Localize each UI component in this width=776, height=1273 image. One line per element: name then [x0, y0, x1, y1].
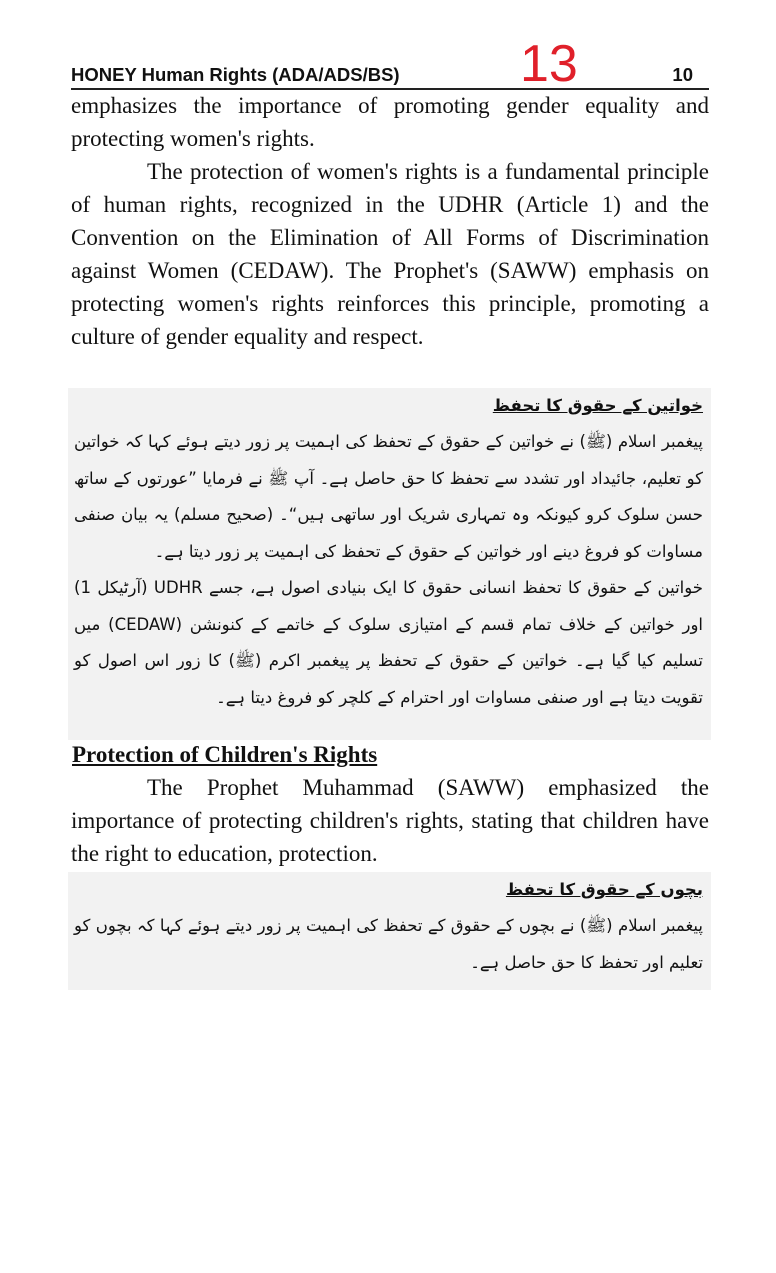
- paragraph-childrens-rights: The Prophet Muhammad (SAWW) emphasized the importance of protecting children's rights, stating that children have the right to education, protection.: [71, 775, 709, 866]
- urdu-paragraph-3: پیغمبر اسلام (ﷺ) نے بچوں کے حقوق کے تحفظ کی اہمیت پر زور دیتے ہوئے کہا کہ بچوں کو تعلیم اور تحفظ کا حق حاصل ہے۔: [74, 916, 703, 972]
- paragraph-continuation: emphasizes the importance of promoting gender equality and protecting women's rights.: [71, 93, 709, 151]
- urdu-box-childrens-rights: [68, 872, 711, 990]
- urdu-paragraph-1: پیغمبر اسلام (ﷺ) نے خواتین کے حقوق کے تحفظ کی اہمیت پر زور دیتے ہوئے کہا کہ خواتین کو تعلیم، جائیداد اور تشدد سے تحفظ کا حق حاصل ہے۔ آپ ﷺ نے فرمایا ”عورتوں کے ساتھ حسن سلوک کرو کیونکہ وہ تمہاری شریک اور ساتھی ہیں“۔ (صحیح مسلم) یہ بیان صنفی مساوات کو فروغ دینے اور خواتین کے حقوق کے تحفظ کی اہمیت پر زور دیتا ہے۔: [74, 432, 703, 561]
- header-title: HONEY Human Rights (ADA/ADS/BS): [71, 64, 400, 85]
- page-number: 10: [672, 64, 693, 85]
- urdu-heading-womens-rights: خواتین کے حقوق کا تحفظ: [492, 396, 703, 415]
- header-red-number: 13: [520, 35, 578, 93]
- urdu-box-womens-rights: [68, 388, 711, 740]
- urdu-heading-childrens-rights: بچوں کے حقوق کا تحفظ: [505, 880, 703, 899]
- page-header: [71, 30, 709, 93]
- paragraph-womens-rights: The protection of women's rights is a fundamental principle of human rights, recognized in the UDHR (Article 1) and the Convention on the Elimination of All Forms of Discrimination against Women (CEDAW). The Prophet's (SAWW) emphasis on protecting women's rights reinforces this principle, promoting a culture of gender equality and respect.: [71, 159, 709, 349]
- urdu-paragraph-2: خواتین کے حقوق کا تحفظ انسانی حقوق کا ایک بنیادی اصول ہے، جسے UDHR (آرٹیکل 1) اور خواتین کے خلاف تمام قسم کے امتیازی سلوک کے خاتمے کے کنونشن (CEDAW) میں تسلیم کیا گیا ہے۔ خواتین کے حقوق کے تحفظ پر پیغمبر اکرم (ﷺ) کا زور اس اصول کو تقویت دیتا ہے اور صنفی مساوات اور احترام کے کلچر کو فروغ دیتا ہے۔: [74, 578, 703, 707]
- section-heading-childrens-rights: Protection of Children's Rights: [72, 742, 378, 767]
